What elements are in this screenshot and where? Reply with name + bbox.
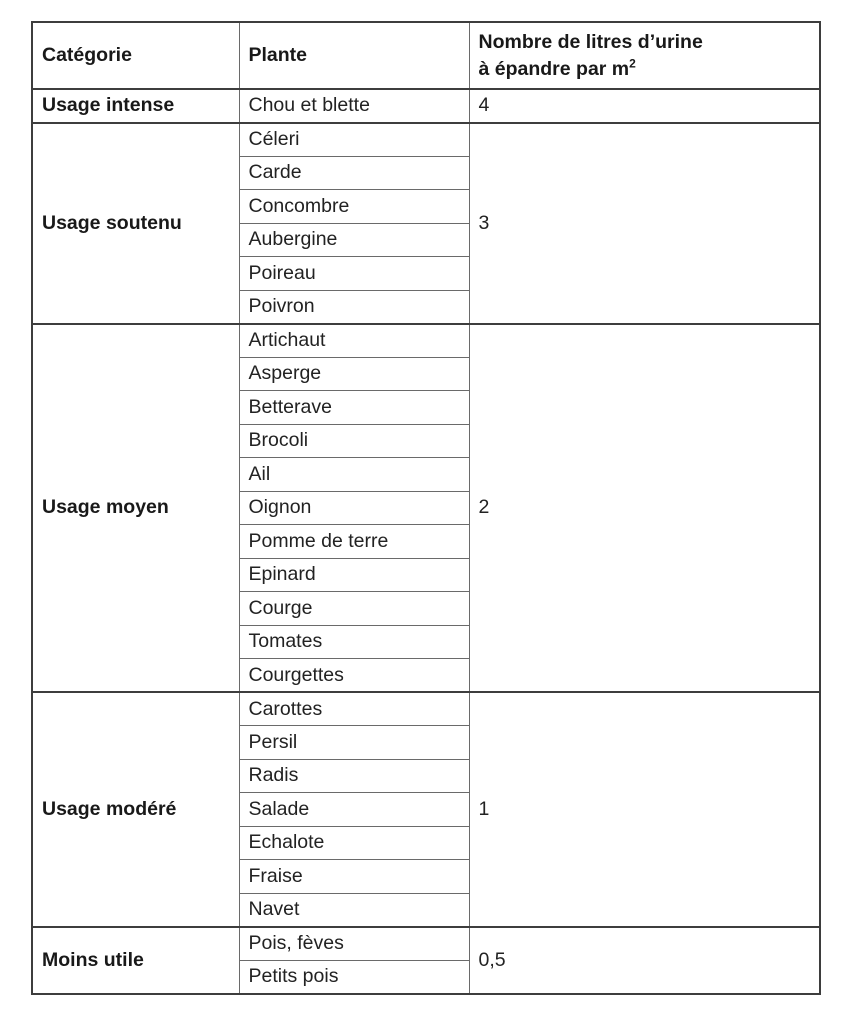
- plant-cell: Ail: [239, 458, 469, 492]
- plant-cell: Persil: [239, 726, 469, 760]
- plant-cell: Carottes: [239, 692, 469, 726]
- plant-cell: Salade: [239, 793, 469, 827]
- plant-cell: Poivron: [239, 290, 469, 324]
- value-cell: 2: [469, 324, 820, 693]
- plant-cell: Fraise: [239, 860, 469, 894]
- plant-cell: Courgettes: [239, 659, 469, 693]
- plant-cell: Brocoli: [239, 424, 469, 458]
- table-row: [32, 324, 820, 358]
- header-litres-urine: [469, 22, 820, 89]
- header-litres-line1: Nombre de litres d’urine: [478, 30, 703, 53]
- plant-cell: Pomme de terre: [239, 525, 469, 559]
- plant-cell: Epinard: [239, 558, 469, 592]
- header-plante: Plante: [239, 22, 469, 89]
- value-cell: 3: [469, 123, 820, 324]
- category-cell: Usage intense: [32, 89, 239, 123]
- header-litres-line2: à épandre par m: [478, 57, 630, 80]
- plant-cell: Oignon: [239, 491, 469, 525]
- value-cell: 4: [469, 89, 820, 123]
- plant-cell: Aubergine: [239, 223, 469, 257]
- plant-cell: Chou et blette: [239, 89, 469, 123]
- plant-cell: Navet: [239, 893, 469, 927]
- category-cell: Usage modéré: [32, 692, 239, 927]
- header-row: [32, 22, 820, 89]
- plant-cell: Petits pois: [239, 960, 469, 994]
- plant-cell: Asperge: [239, 357, 469, 391]
- plant-cell: Courge: [239, 592, 469, 626]
- plant-cell: Artichaut: [239, 324, 469, 358]
- table-row: [32, 927, 820, 961]
- value-cell: 0,5: [469, 927, 820, 994]
- plant-cell: Carde: [239, 156, 469, 190]
- plant-cell: Céleri: [239, 123, 469, 157]
- category-cell: Moins utile: [32, 927, 239, 994]
- table-row: [32, 123, 820, 157]
- category-cell: Usage soutenu: [32, 123, 239, 324]
- plant-cell: Echalote: [239, 826, 469, 860]
- table-row: [32, 692, 820, 726]
- urine-dosage-table: [31, 21, 821, 995]
- table-row: [32, 89, 820, 123]
- plant-cell: Concombre: [239, 190, 469, 224]
- value-cell: 1: [469, 692, 820, 927]
- category-cell: Usage moyen: [32, 324, 239, 693]
- header-categorie: Catégorie: [32, 22, 239, 89]
- plant-cell: Tomates: [239, 625, 469, 659]
- plant-cell: Betterave: [239, 391, 469, 425]
- table-header: [32, 22, 820, 89]
- plant-cell: Poireau: [239, 257, 469, 291]
- table-body: [32, 89, 820, 994]
- plant-cell: Radis: [239, 759, 469, 793]
- plant-cell: Pois, fèves: [239, 927, 469, 961]
- header-litres-superscript: 2: [629, 56, 636, 70]
